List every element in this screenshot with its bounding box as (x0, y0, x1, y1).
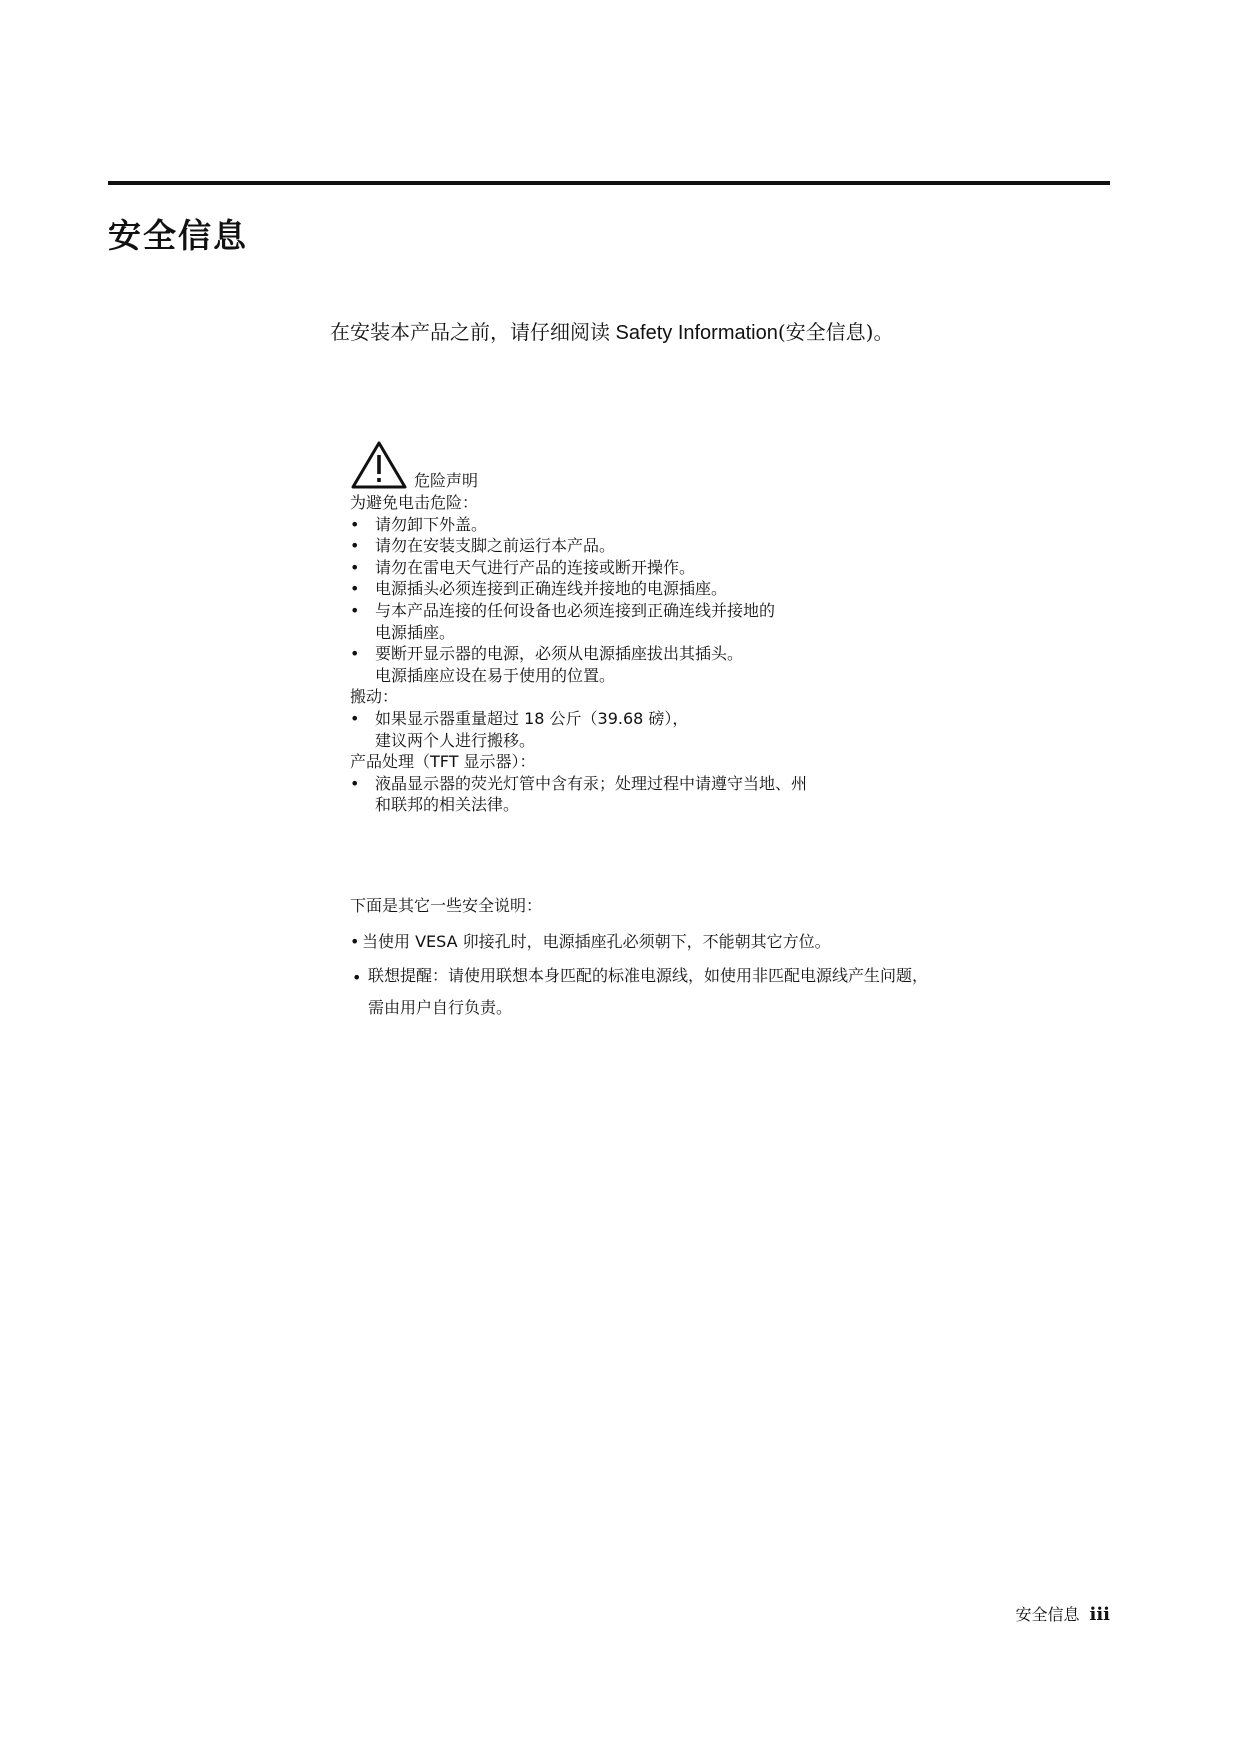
danger-lines (350, 492, 910, 816)
intro-text (330, 318, 893, 347)
other-item-vesa: • 当使用 VESA 卯接孔时，电源插座孔必须朝下，不能朝其它方位。 (350, 931, 1070, 953)
other-safety-notes (350, 895, 1070, 1031)
intro-prefix: 在安装本产品之前，请仔细阅读 (330, 320, 610, 344)
other-item-power-cord-cont: 需由用户自行负责。 (368, 998, 513, 1017)
warning-triangle-icon (350, 440, 408, 490)
danger-bullet-continuation: 电源插座应设在易于使用的位置。 (375, 665, 616, 685)
danger-bullet-item: • 如果显示器重量超过 18 公斤（39.68 磅）， (350, 708, 910, 730)
footer-section: 安全信息 (1015, 1605, 1080, 1624)
page-number: iii (1089, 1604, 1110, 1625)
danger-subheading: 为避免电击危险： (350, 493, 479, 512)
danger-bullet-item: • 液晶显示器的荧光灯管中含有汞；处理过程中请遵守当地、州 (350, 773, 910, 795)
danger-bullet-continuation: 和联邦的相关法律。 (375, 795, 520, 815)
other-heading: 下面是其它一些安全说明： (350, 896, 543, 915)
danger-bullet-item: • 请勿在雷电天气进行产品的连接或断开操作。 (350, 557, 910, 579)
danger-bullet-continuation: 建议两个人进行搬移。 (375, 730, 536, 750)
danger-bullet-item: • 要断开显示器的电源，必须从电源插座拔出其插头。 (350, 643, 910, 665)
danger-bullet-continuation: 电源插座。 (375, 622, 456, 642)
danger-bullet-item: • 与本产品连接的任何设备也必须连接到正确连线并接地的 (350, 600, 910, 622)
other-item-power-cord-text: 联想提醒：请使用联想本身匹配的标准电源线，如使用非匹配电源线产生问题， (368, 966, 929, 985)
danger-bullet-item: • 电源插头必须连接到正确连线并接地的电源插座。 (350, 578, 910, 600)
danger-subheading: 搬动： (350, 687, 399, 707)
other-item-power-cord (350, 965, 1070, 1019)
top-rule (108, 181, 1110, 185)
danger-statement (350, 440, 910, 816)
danger-title: 危险声明 (414, 471, 479, 490)
danger-header (350, 440, 910, 492)
danger-bullet-item: • 请勿卸下外盖。 (350, 514, 910, 536)
page-title: 安全信息 (108, 216, 248, 255)
page-footer (1015, 1604, 1110, 1626)
danger-bullet-item: • 请勿在安装支脚之前运行本产品。 (350, 535, 910, 557)
intro-latin: Safety Information (610, 322, 778, 344)
intro-suffix: (安全信息)。 (777, 320, 894, 344)
danger-subheading: 产品处理（TFT 显示器）： (350, 752, 536, 772)
